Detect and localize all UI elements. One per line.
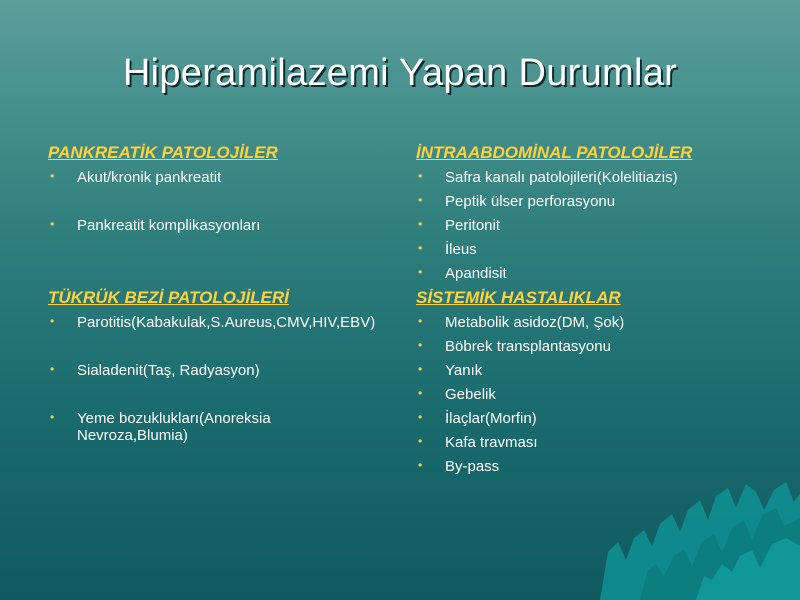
list-item: • Böbrek transplantasyonu <box>416 338 776 355</box>
teal-rock-formation-icon <box>600 480 800 600</box>
list-sistemik <box>416 314 776 475</box>
list-item: • Peritonit <box>416 217 776 234</box>
list-item: • Yeme bozuklukları(Anoreksia Nevroza,Blumia) <box>48 410 297 444</box>
list-item: • Apandisit <box>416 265 776 282</box>
section-heading-tukruk: TÜKRÜK BEZİ PATOLOJİLERİ <box>48 288 289 307</box>
list-item: • İlaçlar(Morfin) <box>416 410 776 427</box>
list-item: • Peptik ülser perforasyonu <box>416 193 776 210</box>
section-tukruk <box>48 288 388 444</box>
list-intraabdominal <box>416 169 776 282</box>
list-item: • Sialadenit(Taş, Radyasyon) <box>48 362 383 379</box>
list-item: • Kafa travması <box>416 434 776 451</box>
list-item: • Parotitis(Kabakulak,S.Aureus,CMV,HIV,EBV) <box>48 314 383 331</box>
section-sistemik <box>416 288 776 475</box>
list-item: • Pankreatit komplikasyonları <box>48 217 388 234</box>
section-pankreatik <box>48 143 388 234</box>
list-pankreatik <box>48 169 388 234</box>
list-item: • Safra kanalı patolojileri(Kolelitiazis) <box>416 169 776 186</box>
slide-title: Hiperamilazemi Yapan Durumlar <box>122 52 678 94</box>
list-item: • Gebelik <box>416 386 776 403</box>
list-item: • İleus <box>416 241 776 258</box>
list-item: • By-pass <box>416 458 776 475</box>
section-heading-sistemik: SİSTEMİK HASTALIKLAR <box>416 288 621 307</box>
list-item: • Akut/kronik pankreatit <box>48 169 388 186</box>
section-heading-intraabdominal: İNTRAABDOMİNAL PATOLOJİLER <box>416 143 693 162</box>
section-intraabdominal <box>416 143 776 282</box>
section-heading-pankreatik: PANKREATİK PATOLOJİLER <box>48 143 278 162</box>
list-tukruk <box>48 314 383 444</box>
list-item: • Yanık <box>416 362 776 379</box>
list-item: • Metabolik asidoz(DM, Şok) <box>416 314 776 331</box>
